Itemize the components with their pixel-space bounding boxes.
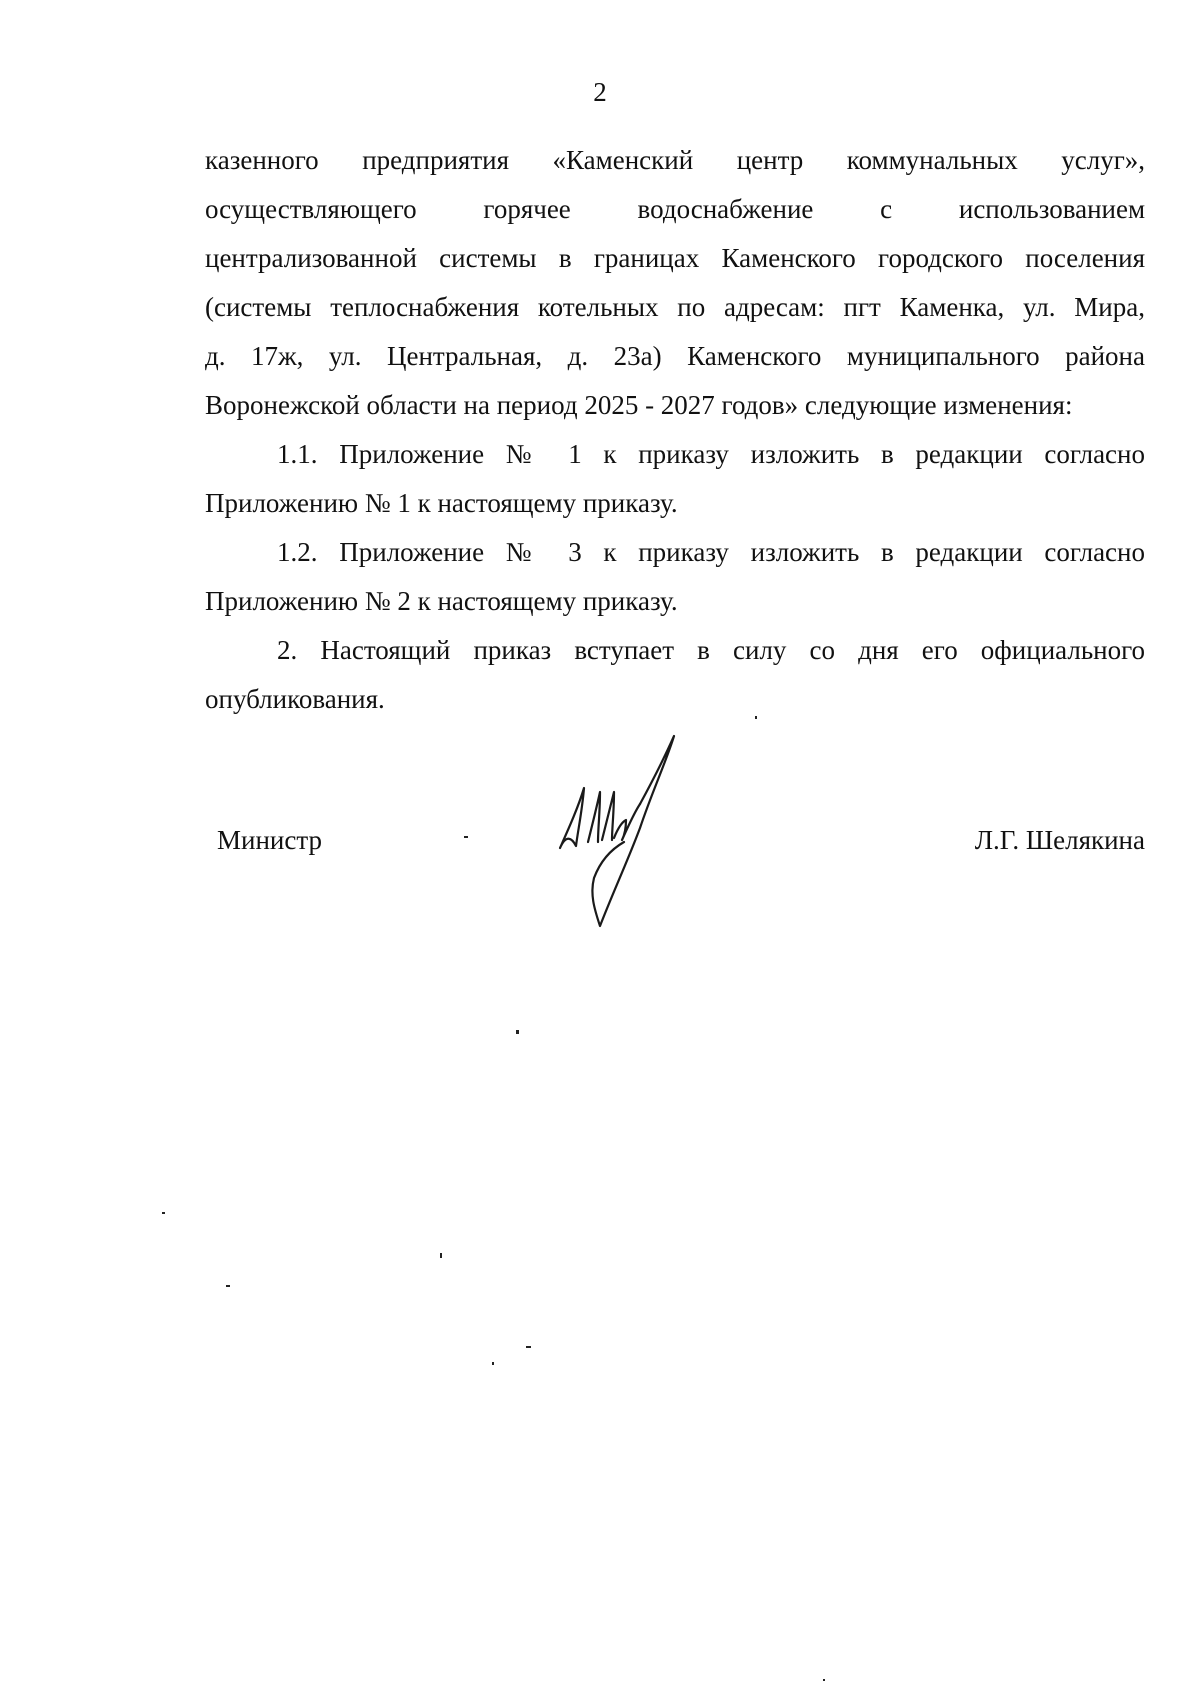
- document-body: [205, 136, 1145, 724]
- word: «Каменский: [552, 145, 694, 175]
- paragraph-item-1-1: [205, 430, 1145, 528]
- word: горячее: [483, 194, 571, 224]
- scan-artifact: [440, 1253, 442, 1258]
- text-line: централизованной системы в границах Каменского городского поселения: [205, 243, 1145, 273]
- scan-artifact: [162, 1212, 165, 1214]
- text-line: [205, 136, 1145, 185]
- word: использованием: [958, 194, 1146, 224]
- scan-artifact: [755, 716, 757, 719]
- paragraph-item-2: [205, 626, 1145, 724]
- word: услуг»,: [1061, 145, 1146, 175]
- word: осуществляющего: [205, 194, 417, 224]
- scan-artifact: [492, 1362, 494, 1365]
- text-line: Приложению № 1 к настоящему приказу.: [205, 488, 678, 518]
- word: предприятия: [362, 145, 509, 175]
- scan-artifact: [226, 1285, 230, 1287]
- word: казенного: [205, 145, 319, 175]
- page-number: 2: [593, 77, 607, 107]
- scan-artifact: [526, 1346, 531, 1348]
- text-line: д. 17ж, ул. Центральная, д. 23а) Каменского муниципального района: [205, 341, 1145, 371]
- text-line: 1.2. Приложение № 3 к приказу изложить в редакции согласно: [277, 537, 1145, 567]
- text-line: 2. Настоящий приказ вступает в силу со дня его официального: [277, 635, 1145, 665]
- scan-artifact: [464, 836, 468, 838]
- text-line: опубликования.: [205, 684, 385, 714]
- paragraph-item-1-2: [205, 528, 1145, 626]
- word: водоснабжение: [637, 194, 814, 224]
- text-line: (системы теплоснабжения котельных по адресам: пгт Каменка, ул. Мира,: [205, 292, 1145, 322]
- word: коммунальных: [846, 145, 1018, 175]
- signatory-title: Министр: [217, 825, 322, 855]
- word: с: [880, 194, 893, 224]
- paragraph-intro: [205, 136, 1145, 430]
- handwritten-signature: [548, 730, 688, 940]
- signatory-name: Л.Г. Шелякина: [974, 825, 1145, 855]
- text-line: Приложению № 2 к настоящему приказу.: [205, 586, 678, 616]
- text-line: Воронежской области на период 2025 - 2027 годов» следующие изменения:: [205, 390, 1073, 420]
- scan-artifact: [516, 1030, 519, 1034]
- scan-artifact: [823, 1679, 825, 1681]
- text-line: [205, 185, 1145, 234]
- text-line: 1.1. Приложение № 1 к приказу изложить в редакции согласно: [277, 439, 1145, 469]
- word: центр: [736, 145, 804, 175]
